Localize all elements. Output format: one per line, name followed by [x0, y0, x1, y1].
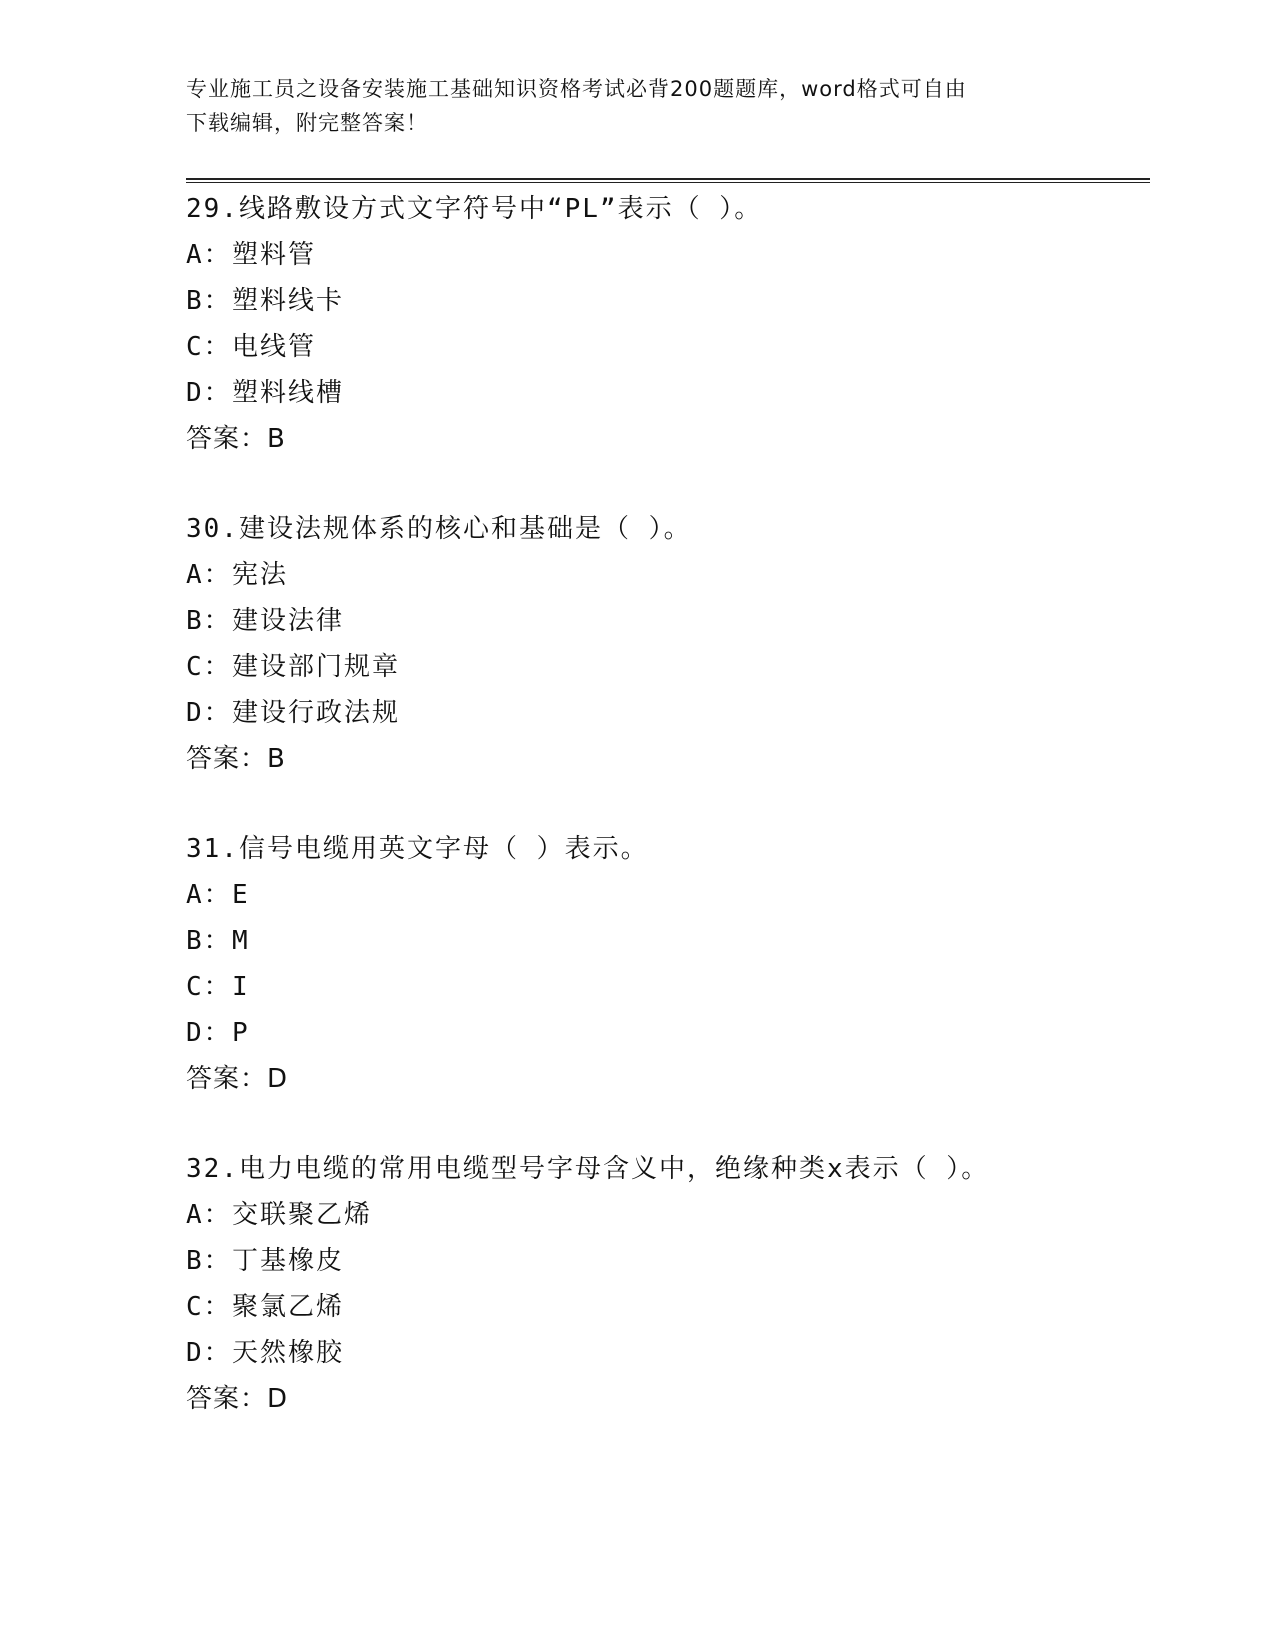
option-d	[186, 1330, 1150, 1376]
option-letter: C：	[186, 332, 232, 362]
option-text: 塑料管	[232, 240, 317, 270]
option-letter: C：	[186, 1292, 232, 1322]
option-a	[186, 552, 1150, 598]
option-text: 宪法	[232, 560, 289, 590]
option-text: 建设部门规章	[232, 652, 401, 682]
option-letter: B：	[186, 1246, 232, 1276]
option-b	[186, 918, 1150, 964]
option-letter: D：	[186, 698, 232, 728]
answer-label: 答案：B	[186, 744, 286, 774]
option-letter: D：	[186, 1018, 232, 1048]
option-letter: B：	[186, 286, 232, 316]
option-letter: B：	[186, 606, 232, 636]
question-stem: 32.电力电缆的常用电缆型号字母含义中，绝缘种类x表示（ ）。	[186, 1154, 990, 1184]
option-letter: A：	[186, 240, 232, 270]
option-letter: C：	[186, 972, 232, 1002]
option-text: 电线管	[232, 332, 317, 362]
option-a	[186, 872, 1150, 918]
option-text: 天然橡胶	[232, 1338, 345, 1368]
option-letter: C：	[186, 652, 232, 682]
question-block	[186, 826, 1150, 1102]
option-text: 聚氯乙烯	[232, 1292, 345, 1322]
option-text: M	[232, 926, 250, 956]
option-letter: A：	[186, 880, 232, 910]
option-text: P	[232, 1018, 250, 1048]
option-d	[186, 1010, 1150, 1056]
header-divider	[186, 178, 1150, 183]
option-letter: B：	[186, 926, 232, 956]
option-text: I	[232, 972, 250, 1002]
question-stem: 30.建设法规体系的核心和基础是（ ）。	[186, 514, 692, 544]
option-d	[186, 690, 1150, 736]
option-text: 塑料线槽	[232, 378, 345, 408]
option-c	[186, 644, 1150, 690]
option-text: 塑料线卡	[232, 286, 345, 316]
question-stem: 31.信号电缆用英文字母（ ）表示。	[186, 834, 649, 864]
option-letter: D：	[186, 1338, 232, 1368]
question-stem: 29.线路敷设方式文字符号中“PL”表示（ ）。	[186, 194, 763, 224]
option-b	[186, 278, 1150, 324]
option-letter: D：	[186, 378, 232, 408]
option-c	[186, 964, 1150, 1010]
option-c	[186, 1284, 1150, 1330]
option-a	[186, 232, 1150, 278]
answer-label: 答案：D	[186, 1064, 289, 1094]
question-block	[186, 506, 1150, 782]
option-text: 建设法律	[232, 606, 345, 636]
option-letter: A：	[186, 1200, 232, 1230]
answer-label: 答案：B	[186, 424, 286, 454]
option-text: 丁基橡皮	[232, 1246, 345, 1276]
question-block	[186, 1146, 1150, 1422]
option-text: 交联聚乙烯	[232, 1200, 373, 1230]
option-letter: A：	[186, 560, 232, 590]
option-a	[186, 1192, 1150, 1238]
question-block	[186, 186, 1150, 462]
answer-label: 答案：D	[186, 1384, 289, 1414]
option-b	[186, 598, 1150, 644]
option-b	[186, 1238, 1150, 1284]
option-text: E	[232, 880, 250, 910]
option-d	[186, 370, 1150, 416]
document-header	[186, 72, 1066, 140]
option-c	[186, 324, 1150, 370]
header-line-2: 下载编辑，附完整答案！	[186, 111, 428, 135]
header-line-1: 专业施工员之设备安装施工基础知识资格考试必背200题题库，word格式可自由	[186, 77, 967, 101]
option-text: 建设行政法规	[232, 698, 401, 728]
